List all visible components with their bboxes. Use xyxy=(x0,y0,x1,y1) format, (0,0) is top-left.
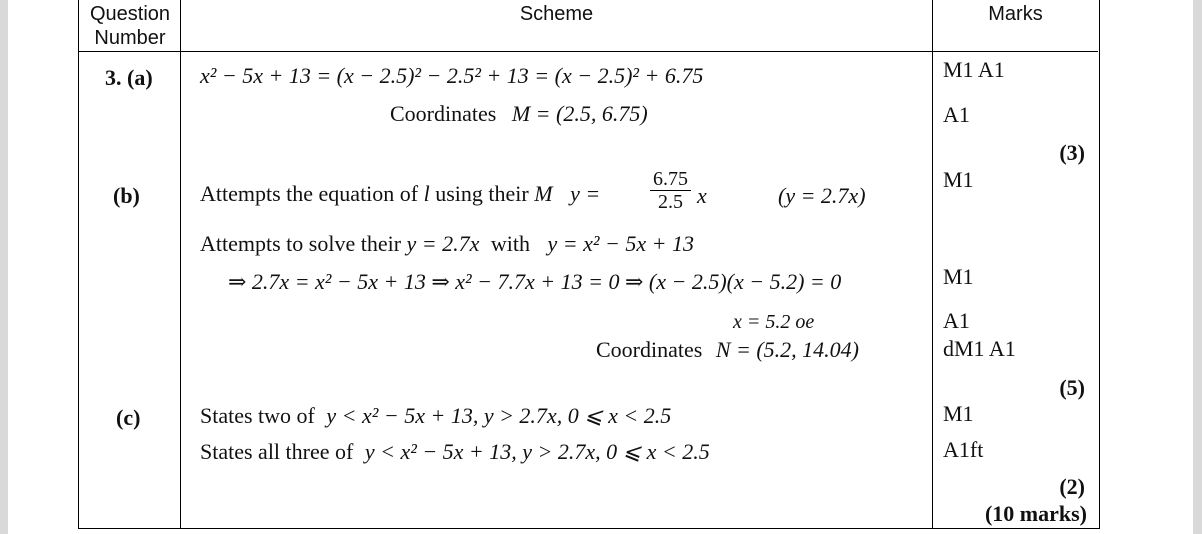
header-scheme: Scheme xyxy=(519,3,594,25)
right-margin xyxy=(1193,0,1202,534)
column-divider-question xyxy=(180,0,181,528)
part-a-coordinates xyxy=(390,100,648,128)
part-c-states-two xyxy=(200,402,671,430)
part-a-completing-square: x² − 5x + 13 = (x − 2.5)² − 2.5² + 13 = (x − 2.5)² + 6.75 xyxy=(200,63,704,88)
fraction-denominator: 2.5 xyxy=(658,191,683,213)
part-b-mark-3: A1 xyxy=(943,308,970,333)
part-b-line-equation xyxy=(200,180,600,208)
part-a-mark-2: A1 xyxy=(943,102,970,127)
part-c-states-three xyxy=(200,438,710,466)
part-b-line1-x: x xyxy=(697,183,707,208)
part-b-mark-2: M1 xyxy=(943,264,974,289)
part-c-line2-text: States all three of xyxy=(200,439,354,464)
part-b-line2-eq1: y = 2.7x xyxy=(406,231,480,256)
part-c-mark-2: A1ft xyxy=(943,437,984,462)
part-b-label: (b) xyxy=(113,183,140,208)
part-b-line1-text: Attempts the equation of xyxy=(200,181,419,206)
part-b-gradient-fraction xyxy=(650,168,691,213)
part-b-mark-1: M1 xyxy=(943,167,974,192)
part-a-coords-value: M = (2.5, 6.75) xyxy=(511,101,648,126)
header-question-line1: Question xyxy=(89,3,171,25)
part-b-solve-attempt xyxy=(200,230,694,258)
part-b-line1-M: M xyxy=(534,181,553,206)
part-b-line-l: l xyxy=(423,181,430,206)
header-question-number xyxy=(80,2,180,50)
part-c-label: (c) xyxy=(116,405,141,430)
part-a-coords-label: Coordinates xyxy=(390,101,497,126)
part-b-coords-label: Coordinates xyxy=(596,337,703,362)
part-b-line2-eq2: y = x² − 5x + 13 xyxy=(547,231,694,256)
header-marks: Marks xyxy=(988,3,1043,25)
fraction-numerator: 6.75 xyxy=(650,168,691,191)
part-b-line-result: (y = 2.7x) xyxy=(778,183,866,208)
part-b-mark-4: dM1 A1 xyxy=(943,336,1016,361)
part-b-quadratic-working: ⇒ 2.7x = x² − 5x + 13 ⇒ x² − 7.7x + 13 = 0 ⇒ (x − 2.5)(x − 5.2) = 0 xyxy=(228,269,842,294)
part-b-line2-with: with xyxy=(490,231,531,256)
part-b-coordinates xyxy=(596,336,859,364)
part-b-line2-text: Attempts to solve their xyxy=(200,231,402,256)
part-b-line1-using: using their xyxy=(435,181,529,206)
part-c-line2-math: y < x² − 5x + 13, y > 2.7x, 0 ⩽ x < 2.5 xyxy=(364,439,710,464)
part-a-label: 3. (a) xyxy=(105,65,153,90)
left-margin xyxy=(0,0,8,534)
part-a-mark-1: M1 A1 xyxy=(943,57,1005,82)
part-b-total: (5) xyxy=(1059,375,1085,400)
part-c-total: (2) xyxy=(1059,474,1085,499)
question-grand-total: (10 marks) xyxy=(984,501,1087,526)
column-divider-marks xyxy=(932,0,933,528)
part-c-line1-math: y < x² − 5x + 13, y > 2.7x, 0 ⩽ x < 2.5 xyxy=(326,403,672,428)
part-c-mark-1: M1 xyxy=(943,401,974,426)
header-question-line2: Number xyxy=(94,27,166,49)
part-b-x-value: x = 5.2 oe xyxy=(733,311,815,333)
part-c-line1-text: States two of xyxy=(200,403,315,428)
header-divider xyxy=(78,51,1098,52)
part-b-line1-y: y = xyxy=(570,181,601,206)
part-b-coords-value: N = (5.2, 14.04) xyxy=(715,337,859,362)
part-a-total: (3) xyxy=(1059,140,1085,165)
